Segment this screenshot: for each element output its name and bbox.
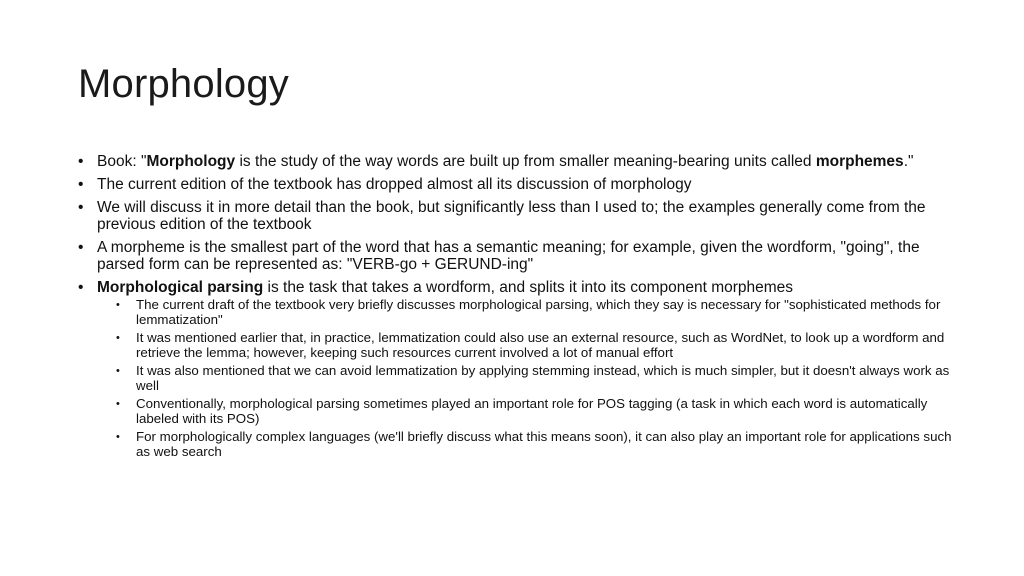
bullet-icon: • [78,239,84,256]
term-morphology: Morphology [146,153,236,170]
bullet-item-textbook-edition [78,176,958,193]
bullet-icon: • [116,332,120,344]
sub-bullet-text: It was mentioned earlier that, in practice, lemmatization could also use an external resource, such as WordNet, to look up a wordform and retrieve the lemma; however, keeping such resources current involved a lot of manual effort [136,330,945,360]
bullet-item-morphological-parsing [78,279,958,459]
bullet-icon: • [78,279,84,296]
slide-title: Morphology [78,62,290,106]
term-morphological-parsing: Morphological parsing [97,279,264,296]
bullet-text-part: Book: " [97,153,147,170]
bullet-text: We will discuss it in more detail than the book, but significantly less than I used to; the examples generally come from the previous edition of the textbook [97,199,926,233]
sub-bullet-text: The current draft of the textbook very briefly discusses morphological parsing, which they say is necessary for "sophisticated methods for lemmatization" [136,297,941,327]
sub-bullet-item [116,298,958,327]
sub-bullet-item [116,331,958,360]
sub-bullet-item [116,364,958,393]
sub-bullet-item [116,397,958,426]
sub-bullet-text: For morphologically complex languages (we'll briefly discuss what this means soon), it can also play an important role for applications such as web search [136,429,952,459]
bullet-item-morpheme-definition [78,239,958,273]
term-morphemes: morphemes [815,153,904,170]
bullet-text-part: ." [903,153,914,170]
bullet-item-discuss-detail [78,199,958,233]
bullet-icon: • [116,365,120,377]
sub-bullet-text: Conventionally, morphological parsing sometimes played an important role for POS tagging (a task in which each word is automatically labeled with its POS) [136,396,928,426]
bullet-text: A morpheme is the smallest part of the word that has a semantic meaning; for example, given the wordform, "going", the parsed form can be represented as: "VERB-go + GERUND-ing" [97,239,920,273]
bullet-text-part: is the study of the way words are built up from smaller meaning-bearing units called [235,153,816,170]
sub-bullet-text: It was also mentioned that we can avoid lemmatization by applying stemming instead, which is much simpler, but it doesn't always work as well [136,363,950,393]
bullet-text: The current edition of the textbook has dropped almost all its discussion of morphology [97,176,692,193]
bullet-icon: • [78,176,84,193]
bullet-icon: • [78,153,84,170]
bullet-text: is the task that takes a wordform, and splits it into its component morphemes [263,279,794,296]
sub-bullet-item [116,430,958,459]
bullet-list [78,153,958,465]
sub-bullet-list [116,298,958,459]
bullet-icon: • [116,431,120,443]
bullet-icon: • [78,199,84,216]
bullet-item-book-definition [78,153,958,170]
bullet-icon: • [116,398,120,410]
bullet-icon: • [116,299,120,311]
